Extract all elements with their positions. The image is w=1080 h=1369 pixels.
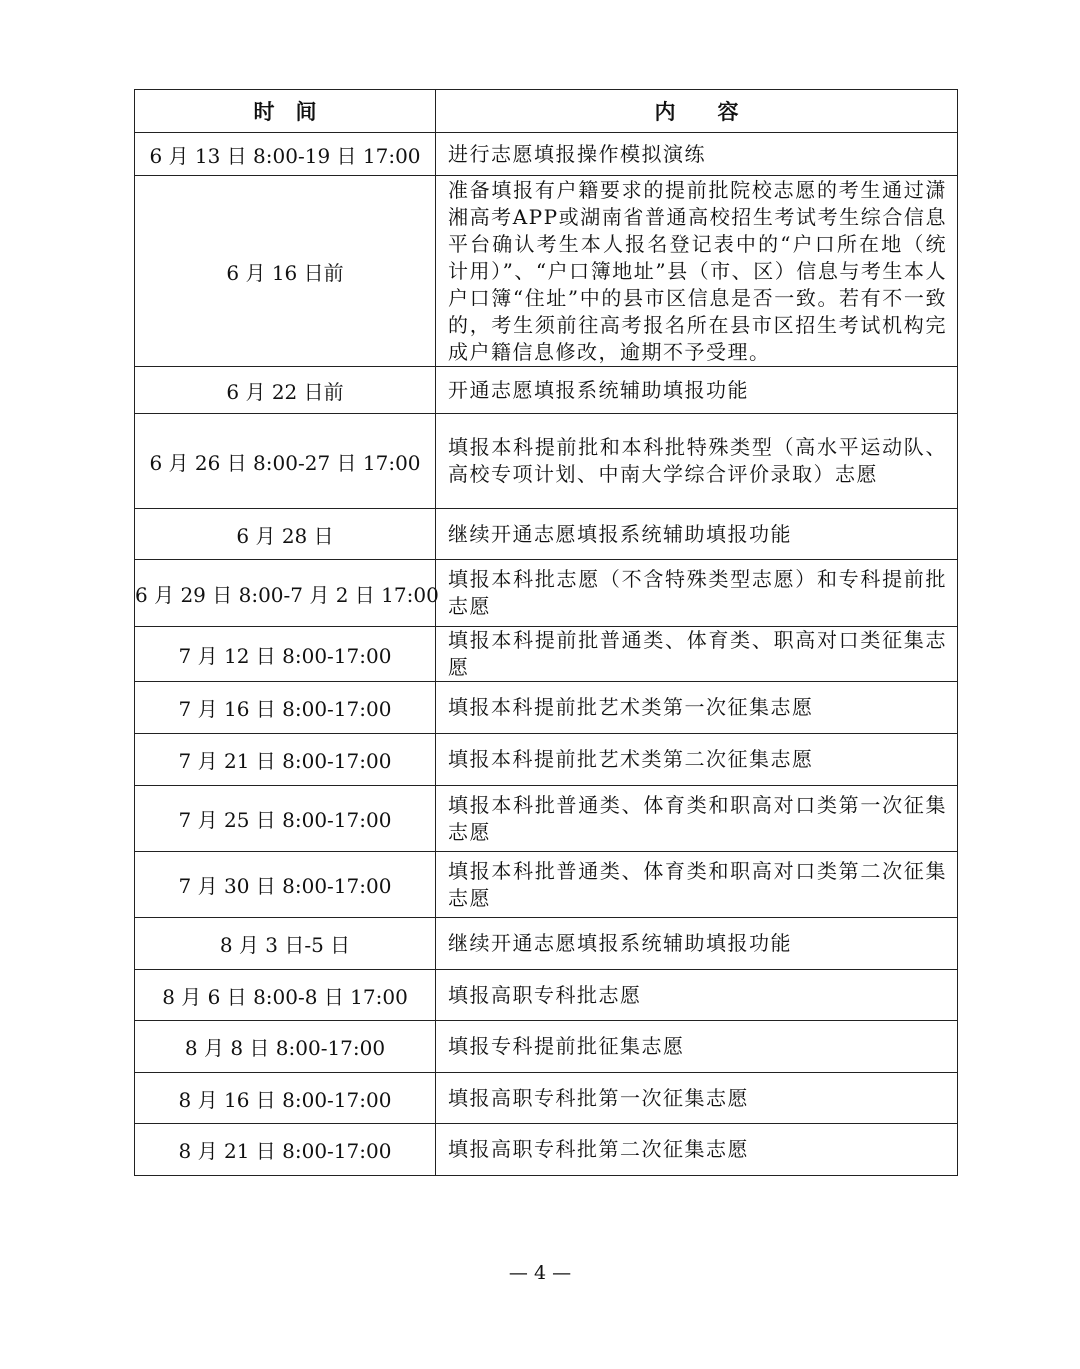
- content-cell: 继续开通志愿填报系统辅助填报功能: [436, 918, 958, 970]
- content-cell: 继续开通志愿填报系统辅助填报功能: [436, 509, 958, 560]
- table-row: [135, 1073, 958, 1124]
- time-cell: 8 月 16 日 8:00-17:00: [135, 1073, 436, 1124]
- content-cell: 进行志愿填报操作模拟演练: [436, 133, 958, 176]
- table-row: [135, 1124, 958, 1176]
- table-row: [135, 918, 958, 970]
- table-row: [135, 176, 958, 367]
- time-cell: 7 月 25 日 8:00-17:00: [135, 786, 436, 852]
- content-cell: 填报本科批普通类、体育类和职高对口类第二次征集志愿: [436, 852, 958, 918]
- time-cell: 7 月 12 日 8:00-17:00: [135, 627, 436, 682]
- time-cell: 6 月 26 日 8:00-27 日 17:00: [135, 414, 436, 509]
- content-cell: 准备填报有户籍要求的提前批院校志愿的考生通过潇湘高考APP或湖南省普通高校招生考试考生综合信息平台确认考生本人报名登记表中的“户口所在地（统计用）”、“户口簿地址”县（市、区）信息与考生本人户口簿“住址”中的县市区信息是否一致。若有不一致的，考生须前往高考报名所在县市区招生考试机构完成户籍信息修改，逾期不予受理。: [436, 176, 958, 367]
- content-cell: 填报本科提前批普通类、体育类、职高对口类征集志愿: [436, 627, 958, 682]
- table-row: [135, 509, 958, 560]
- time-cell: 8 月 8 日 8:00-17:00: [135, 1021, 436, 1073]
- time-cell: 8 月 6 日 8:00-8 日 17:00: [135, 970, 436, 1021]
- header-content: 内 容: [436, 90, 958, 133]
- time-cell: 7 月 16 日 8:00-17:00: [135, 682, 436, 734]
- table-row: [135, 786, 958, 852]
- table-row: [135, 1021, 958, 1073]
- time-cell: 6 月 13 日 8:00-19 日 17:00: [135, 133, 436, 176]
- time-cell: 6 月 29 日 8:00-7 月 2 日 17:00: [135, 560, 436, 627]
- table-row: [135, 682, 958, 734]
- page-number: — 4 —: [508, 1262, 572, 1284]
- content-cell: 填报专科提前批征集志愿: [436, 1021, 958, 1073]
- table-row: [135, 970, 958, 1021]
- time-cell: 6 月 16 日前: [135, 176, 436, 367]
- table-row: [135, 133, 958, 176]
- time-cell: 7 月 30 日 8:00-17:00: [135, 852, 436, 918]
- content-cell: 填报本科提前批和本科批特殊类型（高水平运动队、高校专项计划、中南大学综合评价录取）志愿: [436, 414, 958, 509]
- table-row: [135, 367, 958, 414]
- time-cell: 6 月 22 日前: [135, 367, 436, 414]
- schedule-table: [134, 89, 958, 1176]
- table-row: [135, 627, 958, 682]
- time-cell: 8 月 21 日 8:00-17:00: [135, 1124, 436, 1176]
- table-row: [135, 852, 958, 918]
- table-row: [135, 414, 958, 509]
- content-cell: 填报高职专科批第二次征集志愿: [436, 1124, 958, 1176]
- content-cell: 填报本科批普通类、体育类和职高对口类第一次征集志愿: [436, 786, 958, 852]
- content-cell: 填报高职专科批第一次征集志愿: [436, 1073, 958, 1124]
- time-cell: 7 月 21 日 8:00-17:00: [135, 734, 436, 786]
- table-header-row: [135, 90, 958, 133]
- table-row: [135, 734, 958, 786]
- time-cell: 8 月 3 日-5 日: [135, 918, 436, 970]
- content-cell: 填报本科提前批艺术类第一次征集志愿: [436, 682, 958, 734]
- content-cell: 填报本科提前批艺术类第二次征集志愿: [436, 734, 958, 786]
- content-cell: 开通志愿填报系统辅助填报功能: [436, 367, 958, 414]
- content-cell: 填报高职专科批志愿: [436, 970, 958, 1021]
- table-row: [135, 560, 958, 627]
- content-cell: 填报本科批志愿（不含特殊类型志愿）和专科提前批志愿: [436, 560, 958, 627]
- header-time: 时 间: [135, 90, 436, 133]
- time-cell: 6 月 28 日: [135, 509, 436, 560]
